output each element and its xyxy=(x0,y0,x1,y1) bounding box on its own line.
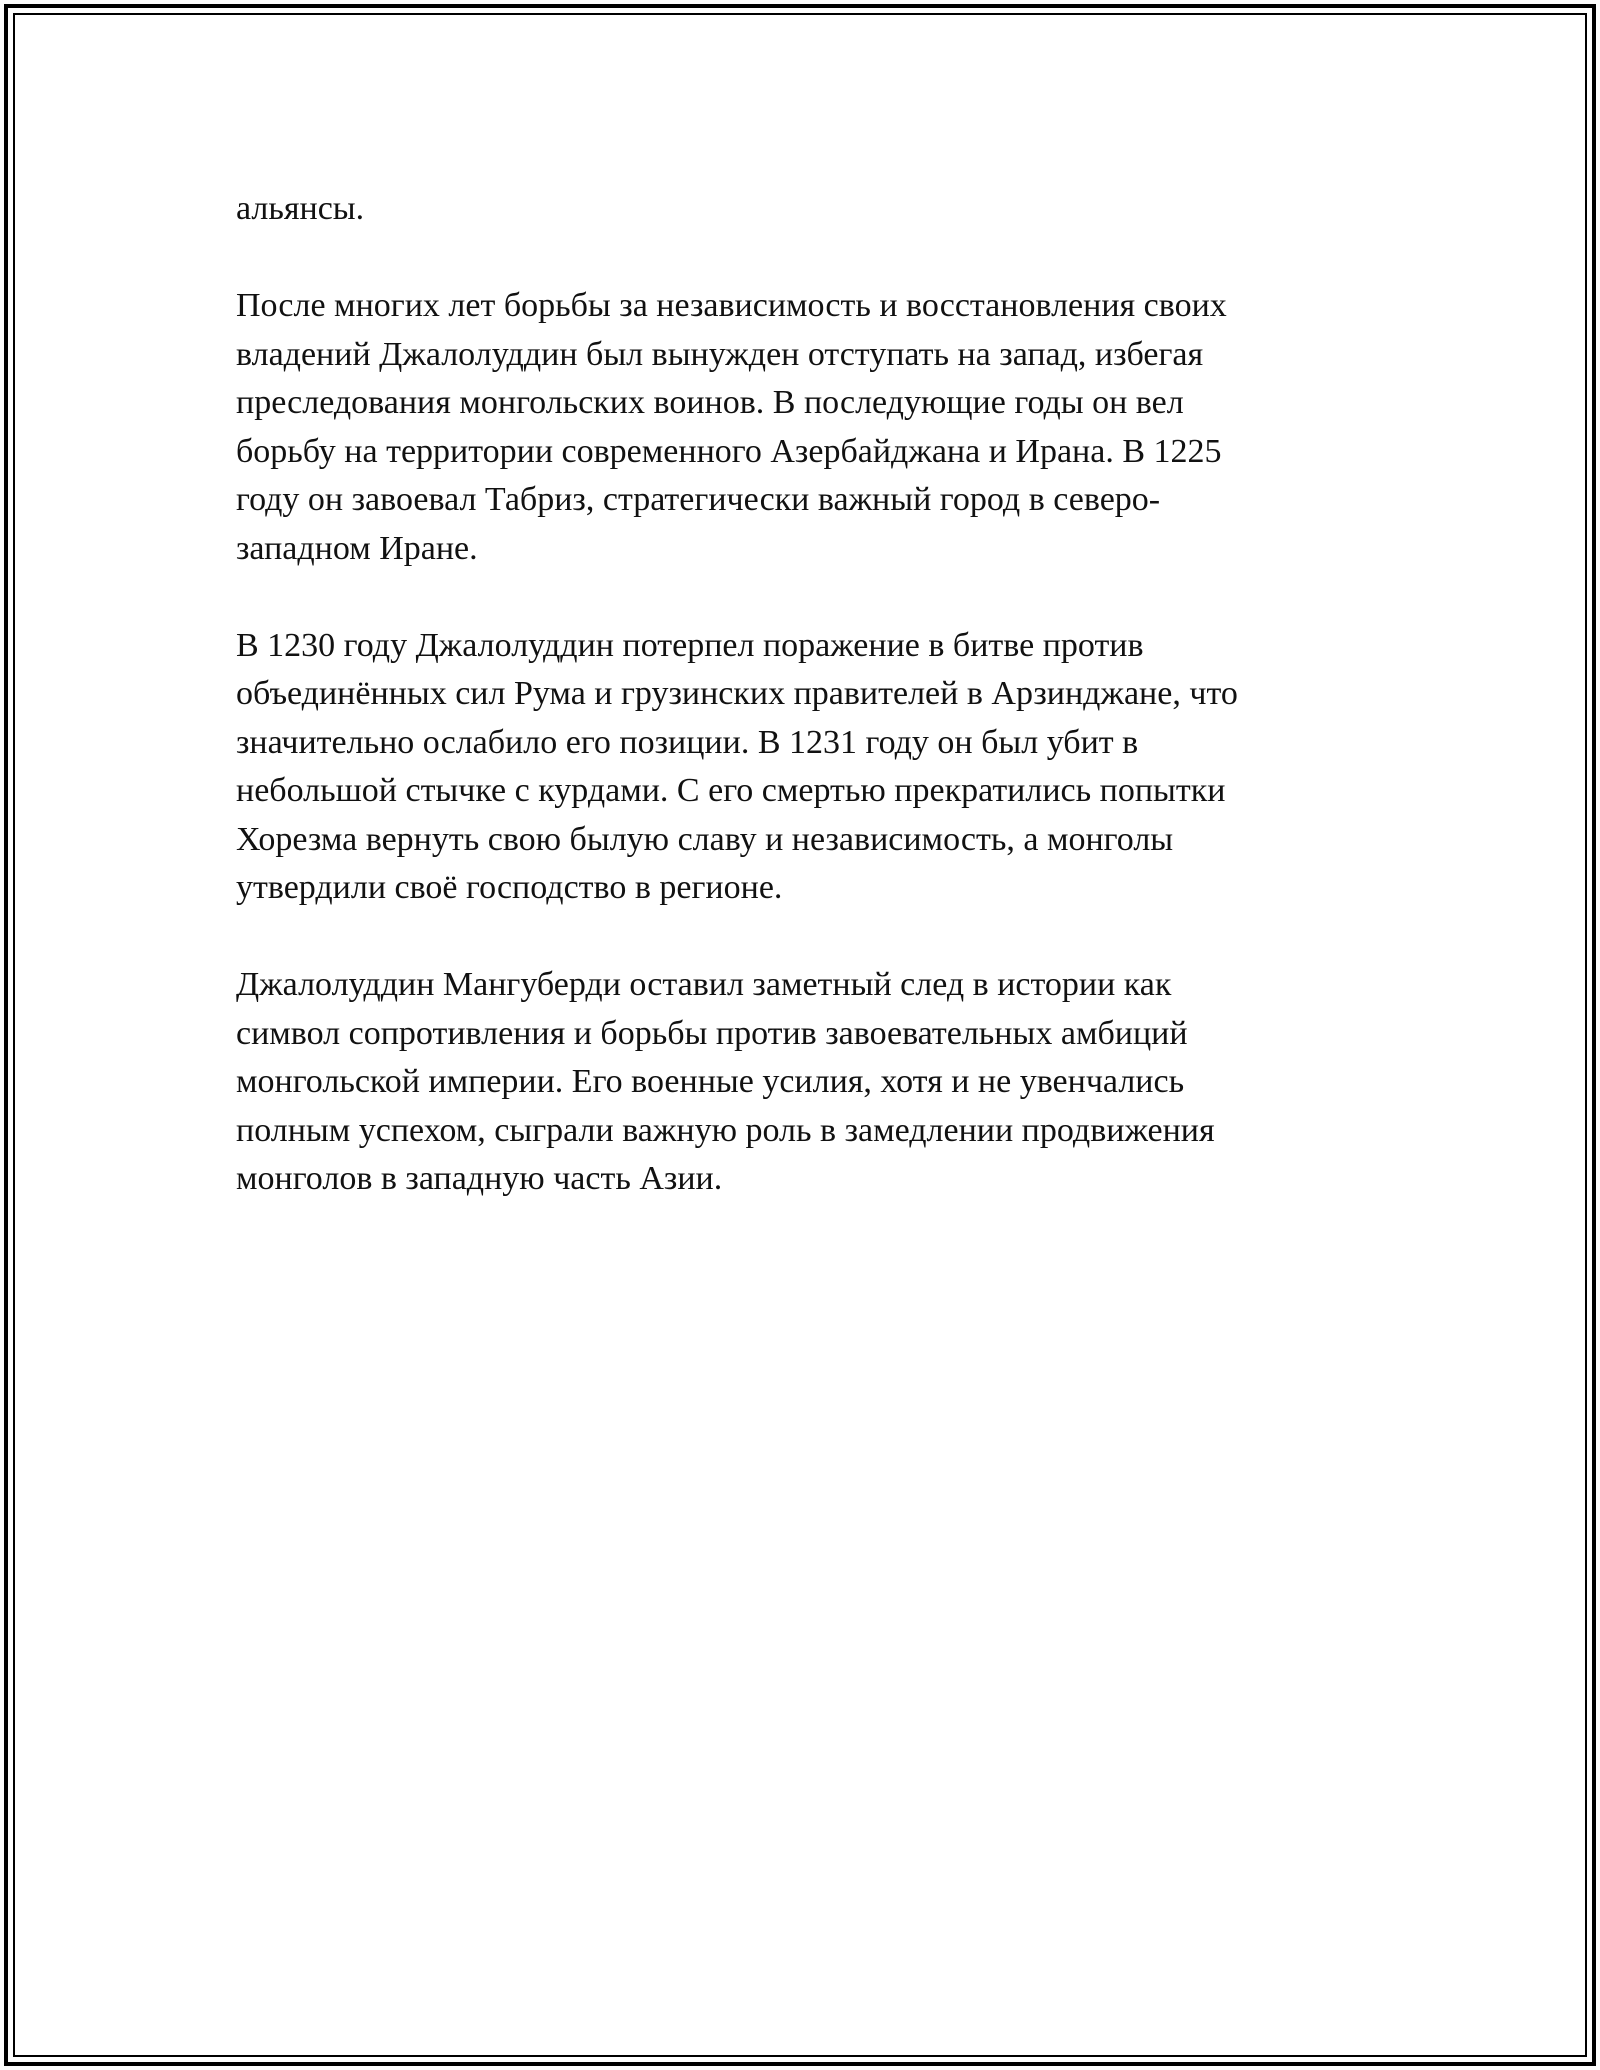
document-body xyxy=(236,185,1376,1252)
text-line: Хорезма вернуть свою былую славу и независимость, а монголы xyxy=(236,820,1174,858)
text-line: борьбу на территории современного Азербайджана и Ирана. В 1225 xyxy=(236,432,1222,470)
text-line: небольшой стычке с курдами. С его смертью прекратились попытки xyxy=(236,772,1226,809)
text-line: объединённых сил Рума и грузинских правителей в Арзинджане, что xyxy=(236,675,1238,712)
text-line: преследования монгольских воинов. В последующие годы он вел xyxy=(236,384,1184,421)
text-line: западном Иране. xyxy=(236,529,478,567)
paragraph-1 xyxy=(236,185,1376,234)
text-line: Джалолуддин Мангуберди оставил заметный след в истории как xyxy=(236,966,1172,1003)
text-line: владений Джалолуддин был вынужден отступать на запад, избегая xyxy=(236,335,1204,373)
paragraph-3 xyxy=(236,622,1376,913)
text-line: монгольской империи. Его военные усилия, хотя и не увенчались xyxy=(236,1063,1185,1100)
text-line: утвердили своё господство в регионе. xyxy=(236,869,783,906)
text-line: В 1230 году Джалолуддин потерпел поражение в битве против xyxy=(236,626,1144,664)
text-line: альянсы. xyxy=(236,190,365,227)
text-line: полным успехом, сыграли важную роль в замедлении продвижения xyxy=(236,1111,1215,1149)
paragraph-2 xyxy=(236,282,1376,573)
text-line: символ сопротивления и борьбы против завоевательных амбиций xyxy=(236,1014,1188,1052)
text-line: монголов в западную часть Азии. xyxy=(236,1160,723,1197)
text-line: После многих лет борьбы за независимость и восстановления своих xyxy=(236,287,1227,324)
paragraph-4 xyxy=(236,961,1376,1204)
text-line: значительно ослабило его позиции. В 1231 году он был убит в xyxy=(236,723,1139,761)
text-line: году он завоевал Табриз, стратегически важный город в северо- xyxy=(236,481,1161,518)
